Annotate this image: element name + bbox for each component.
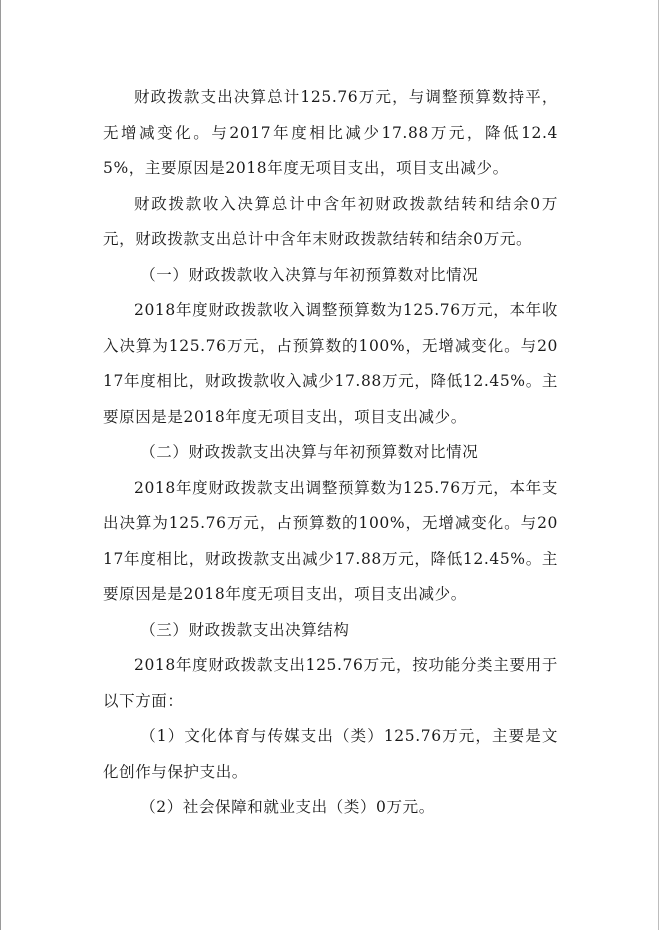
heading-expenditure-comparison: （二）财政拨款支出决算与年初预算数对比情况 — [140, 443, 479, 461]
list-item-social-security: （2）社会保障和就业支出（类）0万元。 — [140, 798, 435, 816]
paragraph-expenditure-structure: 2018年度财政拨款支出125.76万元，按功能分类主要用于以下方面： — [103, 656, 558, 710]
document-body — [103, 80, 558, 826]
paragraph-expenditure-total: 财政拨款支出决算总计125.76万元，与调整预算数持平，无增减变化。与2017年度相比减少17.88万元，降低12.45%，主要原因是2018年度无项目支出，项目支出减少。 — [103, 88, 558, 177]
list-item-culture-media: （1）文化体育与传媒支出（类）125.76万元，主要是文化创作与保护支出。 — [103, 727, 558, 781]
page-edge-left — [0, 0, 1, 930]
heading-income-comparison: （一）财政拨款收入决算与年初预算数对比情况 — [140, 265, 479, 284]
heading-expenditure-structure: （三）财政拨款支出决算结构 — [140, 620, 350, 639]
paragraph-income-comparison: 2018年度财政拨款收入调整预算数为125.76万元，本年收入决算为125.76万元，占预算数的100%，无增减变化。与2017年度相比，财政拨款收入减少17.88万元，降低12.45%。主要原因是是2018年度无项目支出，项目支出减少。 — [103, 301, 558, 426]
paragraph-carryover: 财政拨款收入决算总计中含年初财政拨款结转和结余0万元，财政拨款支出总计中含年末财政拨款结转和结余0万元。 — [103, 194, 558, 248]
paragraph-expenditure-comparison: 2018年度财政拨款支出调整预算数为125.76万元，本年支出决算为125.76万元，占预算数的100%，无增减变化。与2017年度相比，财政拨款支出减少17.88万元，降低12.45%。主要原因是是2018年度无项目支出，项目支出减少。 — [103, 478, 558, 603]
